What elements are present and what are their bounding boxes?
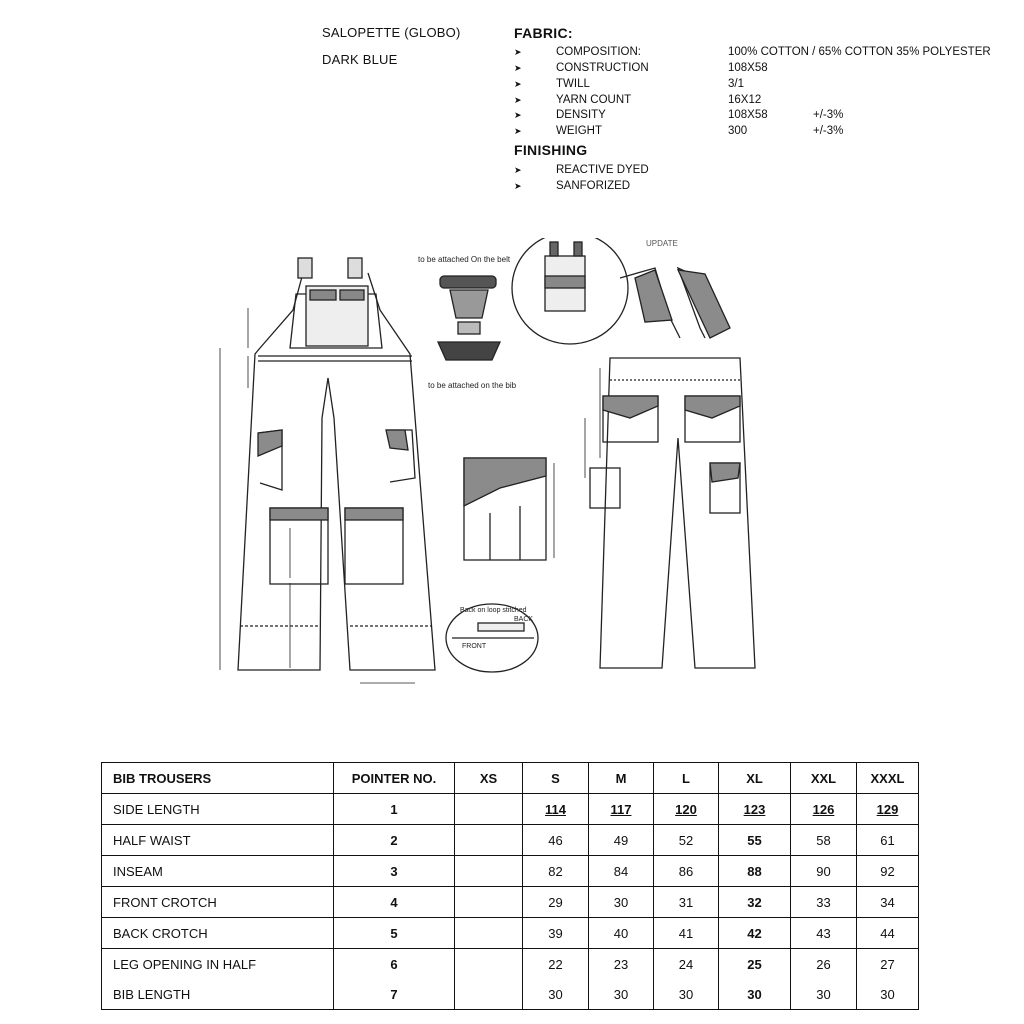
size-value: 30	[654, 979, 719, 1010]
pointer-number: 4	[334, 887, 455, 918]
size-value: 33	[791, 887, 857, 918]
size-value: 88	[719, 856, 791, 887]
product-name: SALOPETTE (GLOBO)	[322, 25, 461, 40]
measurement-name: BIB LENGTH	[102, 979, 334, 1010]
size-value: 41	[654, 918, 719, 949]
size-value: 90	[791, 856, 857, 887]
size-value: 22	[523, 949, 589, 980]
size-value: 129	[857, 794, 919, 825]
pointer-number: 7	[334, 979, 455, 1010]
arrow-bullet-icon: ➤	[514, 110, 522, 120]
size-value: 27	[857, 949, 919, 980]
size-value: 30	[589, 887, 654, 918]
front-label: FRONT	[462, 643, 487, 650]
size-value: 29	[523, 887, 589, 918]
pointer-number: 3	[334, 856, 455, 887]
size-value: 30	[589, 979, 654, 1010]
spec-value: 108X58	[728, 62, 768, 74]
column-header: M	[589, 763, 654, 794]
size-value: 43	[791, 918, 857, 949]
attach-belt-note: to be attached On the belt	[418, 255, 511, 264]
spec-tolerance: +/-3%	[813, 125, 844, 137]
measurement-name: INSEAM	[102, 856, 334, 887]
back-measurement-lines	[585, 368, 600, 478]
arrow-bullet-icon: ➤	[514, 79, 522, 89]
size-value: 120	[654, 794, 719, 825]
arrow-bullet-icon: ➤	[514, 95, 522, 105]
spec-label: CONSTRUCTION	[556, 62, 649, 74]
column-header: XL	[719, 763, 791, 794]
spec-label: TWILL	[556, 78, 590, 90]
table-row	[102, 825, 919, 856]
size-value: 42	[719, 918, 791, 949]
spec-value: 100% COTTON / 65% COTTON 35% POLYESTER	[728, 46, 991, 58]
size-value: 30	[719, 979, 791, 1010]
size-value: 30	[523, 979, 589, 1010]
size-value: 32	[719, 887, 791, 918]
size-table	[101, 762, 919, 1010]
spec-label: YARN COUNT	[556, 94, 632, 106]
technical-drawing	[200, 238, 780, 688]
size-value: 123	[719, 794, 791, 825]
table-row	[102, 856, 919, 887]
spec-value: 16X12	[728, 94, 762, 106]
column-header: L	[654, 763, 719, 794]
front-measurement-lines	[220, 308, 415, 683]
arrow-bullet-icon: ➤	[514, 63, 522, 73]
buckle-illustration	[438, 276, 500, 360]
size-value: 52	[654, 825, 719, 856]
size-value: 24	[654, 949, 719, 980]
column-header: POINTER NO.	[334, 763, 455, 794]
size-value: 23	[589, 949, 654, 980]
fabric-spec-list	[514, 44, 1014, 144]
table-row	[102, 887, 919, 918]
column-header: S	[523, 763, 589, 794]
size-value	[455, 887, 523, 918]
measurement-name: BACK CROTCH	[102, 918, 334, 949]
size-value: 26	[791, 949, 857, 980]
pocket-detail	[464, 458, 554, 560]
arrow-bullet-icon: ➤	[514, 181, 522, 191]
size-value: 84	[589, 856, 654, 887]
bib-detail-circle	[512, 238, 628, 344]
size-value: 86	[654, 856, 719, 887]
size-value: 44	[857, 918, 919, 949]
finishing-list: ➤ REACTIVE DYED ➤ SANFORIZED	[514, 164, 649, 192]
size-value: 49	[589, 825, 654, 856]
size-value	[455, 979, 523, 1010]
pointer-number: 6	[334, 949, 455, 980]
size-value: 114	[523, 794, 589, 825]
pointer-number: 1	[334, 794, 455, 825]
size-value	[455, 856, 523, 887]
back-view-overalls	[590, 268, 755, 668]
size-value: 30	[791, 979, 857, 1010]
spec-tolerance: +/-3%	[813, 109, 844, 121]
measurement-name: HALF WAIST	[102, 825, 334, 856]
update-stamp: UPDATE	[646, 239, 678, 248]
spec-value: 108X58	[728, 109, 768, 121]
size-value: 126	[791, 794, 857, 825]
column-header: XXL	[791, 763, 857, 794]
spec-label: DENSITY	[556, 109, 606, 121]
front-view-overalls	[238, 258, 435, 670]
product-color: DARK BLUE	[322, 52, 398, 67]
finishing-heading: FINISHING	[514, 142, 588, 158]
size-value	[455, 825, 523, 856]
arrow-bullet-icon: ➤	[514, 126, 522, 136]
column-header: XXXL	[857, 763, 919, 794]
size-value: 55	[719, 825, 791, 856]
size-value: 58	[791, 825, 857, 856]
size-value: 25	[719, 949, 791, 980]
pointer-number: 2	[334, 825, 455, 856]
table-row	[102, 794, 919, 825]
size-value: 46	[523, 825, 589, 856]
measurement-name: LEG OPENING IN HALF	[102, 949, 334, 980]
spec-label: COMPOSITION:	[556, 46, 641, 58]
loop-detail	[446, 604, 538, 672]
spec-value: 3/1	[728, 78, 744, 90]
size-value: 82	[523, 856, 589, 887]
loop-label: Back on loop stitched	[460, 607, 527, 614]
pointer-number: 5	[334, 918, 455, 949]
arrow-bullet-icon: ➤	[514, 165, 522, 175]
table-row	[102, 918, 919, 949]
arrow-bullet-icon: ➤	[514, 47, 522, 57]
attach-bib-note: to be attached on the bib	[428, 381, 517, 390]
measurement-name: SIDE LENGTH	[102, 794, 334, 825]
table-row	[102, 979, 919, 1010]
table-row	[102, 949, 919, 980]
size-value: 39	[523, 918, 589, 949]
table-header-row	[102, 763, 919, 794]
size-value: 61	[857, 825, 919, 856]
spec-value: 300	[728, 125, 748, 137]
size-value: 117	[589, 794, 654, 825]
back-label: BACK	[514, 616, 534, 623]
size-value: 34	[857, 887, 919, 918]
size-value	[455, 949, 523, 980]
size-value: 92	[857, 856, 919, 887]
size-value: 31	[654, 887, 719, 918]
size-value: 30	[857, 979, 919, 1010]
size-value	[455, 918, 523, 949]
fabric-heading: FABRIC:	[514, 25, 573, 41]
size-value: 40	[589, 918, 654, 949]
size-value	[455, 794, 523, 825]
spec-label: WEIGHT	[556, 125, 602, 137]
column-header: BIB TROUSERS	[102, 763, 334, 794]
measurement-name: FRONT CROTCH	[102, 887, 334, 918]
column-header: XS	[455, 763, 523, 794]
